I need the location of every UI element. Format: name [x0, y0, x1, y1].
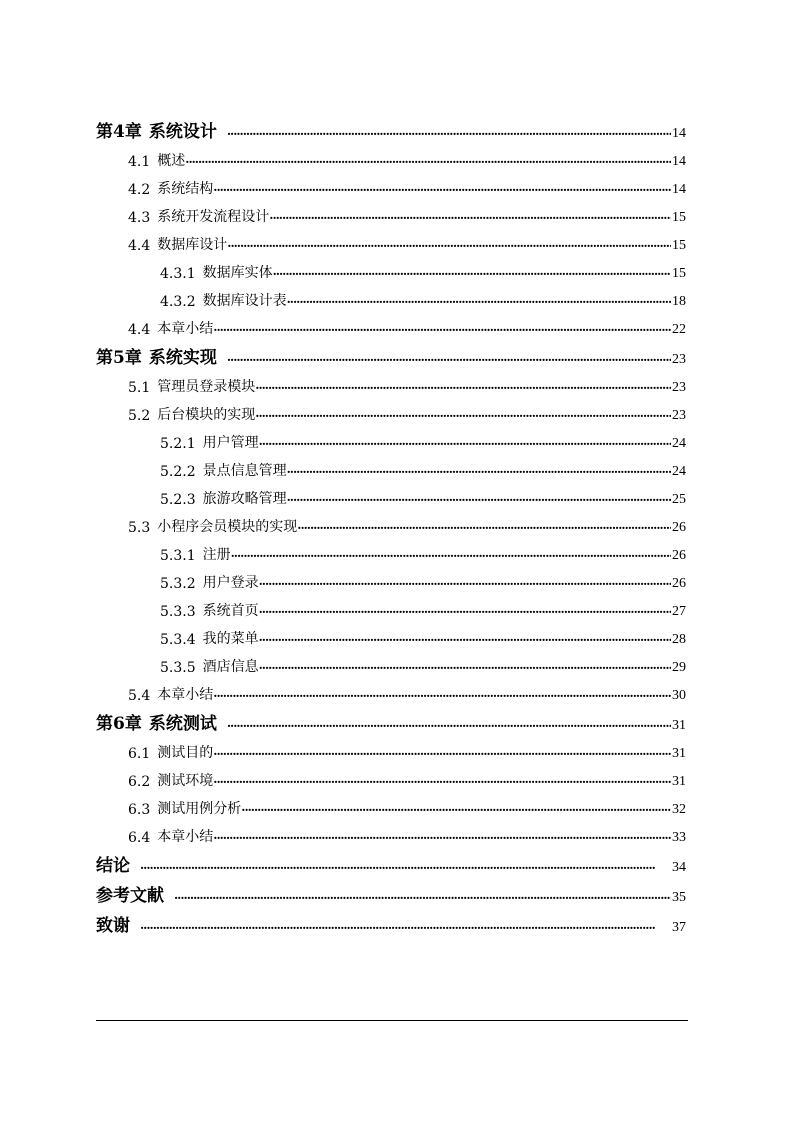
toc-acknowledgements[interactable] [96, 906, 686, 936]
toc-page-number: 28 [672, 632, 686, 647]
toc-page-number: 26 [672, 548, 686, 563]
toc-leader-dots [227, 714, 671, 731]
toc-page-number: 23 [672, 352, 686, 367]
footer-divider [96, 1020, 688, 1021]
toc-title: 景点信息管理 [202, 463, 287, 479]
toc-number: 4.3.1 [160, 266, 196, 282]
toc-number: 第5章 [96, 348, 142, 368]
toc-number: 6.2 [128, 774, 151, 790]
table-of-contents [96, 112, 686, 936]
toc-title: 注册 [202, 547, 231, 563]
toc-title: 旅游攻略管理 [202, 491, 287, 507]
toc-page-number: 15 [672, 238, 686, 253]
toc-subsection-5-3-5[interactable] [96, 648, 686, 676]
toc-subsection-5-3-3[interactable] [96, 592, 686, 620]
toc-leader-dots [140, 916, 671, 933]
toc-page-number: 23 [672, 408, 686, 423]
toc-number: 4.3 [128, 210, 151, 226]
toc-title: 本章小结 [157, 687, 214, 703]
toc-page-number: 15 [672, 266, 686, 281]
toc-leader-dots [231, 547, 671, 561]
toc-number: 5.2.1 [160, 436, 196, 452]
toc-title: 结论 [96, 856, 130, 876]
toc-page-number: 18 [672, 294, 686, 309]
toc-number: 4.1 [128, 154, 151, 170]
toc-title: 用户登录 [202, 575, 259, 591]
toc-page-number: 30 [672, 688, 686, 703]
toc-page-number: 34 [672, 860, 686, 875]
toc-title: 系统实现 [148, 348, 217, 368]
toc-number: 5.1 [128, 380, 151, 396]
toc-title: 本章小结 [157, 321, 214, 337]
toc-leader-dots [259, 603, 671, 617]
toc-page-number: 26 [672, 576, 686, 591]
toc-section-6-2[interactable] [96, 762, 686, 790]
toc-page-number: 37 [672, 920, 686, 935]
toc-leader-dots [227, 122, 671, 139]
toc-leader-dots [213, 773, 671, 787]
toc-page-number: 31 [672, 774, 686, 789]
toc-subsection-5-3-1[interactable] [96, 536, 686, 564]
toc-title: 本章小结 [157, 829, 214, 845]
toc-chapter-6[interactable] [96, 704, 686, 734]
toc-leader-dots [174, 886, 671, 903]
toc-page-number: 25 [672, 492, 686, 507]
toc-page-number: 22 [672, 322, 686, 337]
toc-page-number: 24 [672, 464, 686, 479]
toc-page-number: 31 [672, 718, 686, 733]
toc-page-number: 14 [672, 154, 686, 169]
toc-leader-dots [185, 153, 671, 167]
toc-number: 4.4 [128, 322, 151, 338]
toc-section-6-1[interactable] [96, 734, 686, 762]
toc-title: 系统首页 [202, 603, 259, 619]
toc-title: 测试目的 [157, 745, 214, 761]
toc-title: 管理员登录模块 [157, 379, 256, 395]
toc-leader-dots [213, 181, 671, 195]
toc-title: 测试用例分析 [157, 801, 242, 817]
toc-page-number: 29 [672, 660, 686, 675]
toc-number: 第6章 [96, 714, 142, 734]
toc-leader-dots [241, 801, 671, 815]
toc-number: 5.2.2 [160, 464, 196, 480]
toc-leader-dots [287, 293, 671, 307]
toc-number: 5.3.5 [160, 660, 196, 676]
toc-page-number: 14 [672, 182, 686, 197]
toc-number: 5.4 [128, 688, 151, 704]
toc-subsection-5-2-3[interactable] [96, 480, 686, 508]
toc-section-5-3[interactable] [96, 508, 686, 536]
toc-subsection-4-3-2[interactable] [96, 282, 686, 310]
toc-leader-dots [255, 379, 671, 393]
toc-number: 5.3 [128, 520, 151, 536]
toc-number: 6.3 [128, 802, 151, 818]
toc-title: 用户管理 [202, 435, 259, 451]
toc-section-4-3[interactable] [96, 198, 686, 226]
toc-page-number: 26 [672, 520, 686, 535]
toc-page-number: 15 [672, 210, 686, 225]
toc-title: 酒店信息 [202, 659, 259, 675]
toc-section-6-4[interactable] [96, 818, 686, 846]
toc-references[interactable] [96, 876, 686, 906]
toc-subsection-5-2-1[interactable] [96, 424, 686, 452]
toc-page-number: 33 [672, 830, 686, 845]
toc-title: 致谢 [96, 916, 130, 936]
toc-leader-dots [273, 265, 671, 279]
toc-section-4-4[interactable] [96, 226, 686, 254]
toc-page-number: 32 [672, 802, 686, 817]
toc-section-5-1[interactable] [96, 368, 686, 396]
toc-leader-dots [287, 491, 671, 505]
toc-section-6-3[interactable] [96, 790, 686, 818]
toc-leader-dots [140, 856, 671, 873]
toc-number: 4.2 [128, 182, 151, 198]
toc-leader-dots [213, 745, 671, 759]
toc-title: 系统开发流程设计 [157, 209, 270, 225]
toc-section-5-4[interactable] [96, 676, 686, 704]
toc-number: 4.4 [128, 238, 151, 254]
toc-number: 6.4 [128, 830, 151, 846]
toc-number: 5.3.3 [160, 604, 196, 620]
toc-conclusion[interactable] [96, 846, 686, 876]
toc-title: 测试环境 [157, 773, 214, 789]
toc-title: 概述 [157, 153, 186, 169]
toc-title: 后台模块的实现 [157, 407, 256, 423]
toc-leader-dots [269, 209, 671, 223]
toc-title: 参考文献 [96, 886, 164, 906]
toc-page-number: 31 [672, 746, 686, 761]
toc-number: 5.2 [128, 408, 151, 424]
toc-section-4-4-summary[interactable] [96, 310, 686, 338]
toc-leader-dots [227, 237, 671, 251]
toc-number: 5.2.3 [160, 492, 196, 508]
toc-number: 5.3.2 [160, 576, 196, 592]
toc-number: 5.3.1 [160, 548, 196, 564]
toc-leader-dots [213, 687, 671, 701]
toc-page-number: 27 [672, 604, 686, 619]
toc-page-number: 23 [672, 380, 686, 395]
toc-leader-dots [213, 829, 671, 843]
toc-leader-dots [259, 435, 671, 449]
toc-chapter-4[interactable] [96, 112, 686, 142]
toc-leader-dots [255, 407, 671, 421]
toc-section-4-2[interactable] [96, 170, 686, 198]
toc-leader-dots [297, 519, 671, 533]
toc-title: 系统设计 [148, 122, 217, 142]
toc-leader-dots [227, 348, 671, 365]
toc-title: 系统测试 [148, 714, 217, 734]
toc-title: 数据库实体 [202, 265, 273, 281]
toc-section-5-2[interactable] [96, 396, 686, 424]
toc-leader-dots [259, 631, 671, 645]
toc-title: 数据库设计表 [202, 293, 287, 309]
toc-subsection-5-3-4[interactable] [96, 620, 686, 648]
toc-number: 4.3.2 [160, 294, 196, 310]
toc-chapter-5[interactable] [96, 338, 686, 368]
toc-number: 6.1 [128, 746, 151, 762]
toc-subsection-4-3-1[interactable] [96, 254, 686, 282]
toc-title: 系统结构 [157, 181, 214, 197]
toc-page-number: 14 [672, 126, 686, 141]
toc-title: 数据库设计 [157, 237, 228, 253]
toc-page-number: 35 [672, 890, 686, 905]
toc-title: 小程序会员模块的实现 [157, 519, 298, 535]
toc-leader-dots [259, 575, 671, 589]
toc-subsection-5-3-2[interactable] [96, 564, 686, 592]
toc-section-4-1[interactable] [96, 142, 686, 170]
toc-title: 我的菜单 [202, 631, 259, 647]
toc-number: 第4章 [96, 122, 142, 142]
toc-subsection-5-2-2[interactable] [96, 452, 686, 480]
toc-leader-dots [213, 321, 671, 335]
toc-page-number: 24 [672, 436, 686, 451]
toc-leader-dots [259, 659, 671, 673]
toc-number: 5.3.4 [160, 632, 196, 648]
toc-leader-dots [287, 463, 671, 477]
